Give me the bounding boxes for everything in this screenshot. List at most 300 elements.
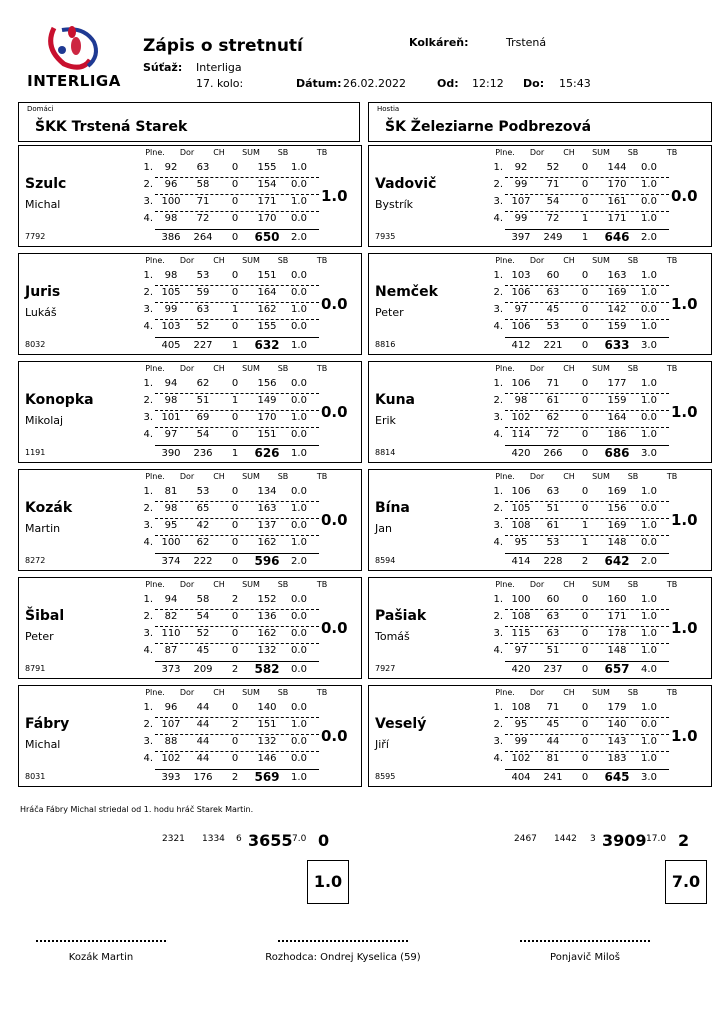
player-total-sum: 642	[604, 554, 630, 568]
column-header-sum: SUM	[592, 580, 610, 589]
throw-cell: 101	[161, 412, 181, 423]
player-total-cell: 0	[231, 556, 239, 567]
player-total-sum: 686	[604, 446, 630, 460]
throw-cell: 0	[231, 537, 239, 548]
throw-number: 2.	[493, 503, 503, 514]
throw-cell: 0.0	[641, 304, 657, 315]
column-header-dor: Dor	[529, 580, 545, 589]
column-header-tb: TB	[316, 688, 328, 697]
player-tb-score: 1.0	[671, 619, 698, 637]
player-last-name: Nemček	[375, 284, 438, 300]
throw-cell: 1	[231, 395, 239, 406]
home-total-sum: 3655	[248, 831, 293, 850]
page-title: Zápis o stretnutí	[143, 36, 303, 56]
throw-cell: 1.0	[291, 503, 307, 514]
column-header-sum: SUM	[592, 256, 610, 265]
throw-number: 2.	[143, 287, 153, 298]
throw-cell: 161	[607, 196, 627, 207]
row-divider	[505, 751, 669, 752]
player-last-name: Kuna	[375, 392, 415, 408]
throw-cell: 95	[164, 520, 178, 531]
row-divider	[155, 427, 319, 428]
throw-cell: 103	[511, 270, 531, 281]
row-divider	[155, 393, 319, 394]
column-header-dor: Dor	[179, 256, 195, 265]
throw-cell: 134	[257, 486, 277, 497]
throw-cell: 114	[511, 429, 531, 440]
player-tb-score: 1.0	[671, 727, 698, 745]
throw-cell: 146	[257, 753, 277, 764]
throw-cell: 108	[511, 702, 531, 713]
column-header-tb: TB	[666, 256, 678, 265]
total-divider	[155, 769, 319, 770]
throw-cell: 44	[546, 736, 560, 747]
column-header-plne: Plne.	[145, 472, 165, 481]
throw-cell: 87	[164, 645, 178, 656]
away-team-box	[368, 102, 712, 142]
round-label: 17. kolo:	[196, 77, 244, 90]
player-tb-score: 1.0	[321, 187, 348, 205]
throw-cell: 140	[607, 719, 627, 730]
throw-cell: 105	[161, 287, 181, 298]
throw-cell: 132	[257, 645, 277, 656]
column-header-sb: SB	[277, 256, 289, 265]
throw-cell: 45	[546, 304, 560, 315]
away-player-box	[368, 253, 712, 355]
throw-cell: 186	[607, 429, 627, 440]
throw-cell: 62	[546, 412, 560, 423]
column-header-sum: SUM	[592, 148, 610, 157]
throw-cell: 54	[196, 611, 210, 622]
player-tb-score: 1.0	[671, 511, 698, 529]
throw-cell: 63	[546, 287, 560, 298]
throw-number: 4.	[493, 213, 503, 224]
column-header-sum: SUM	[592, 472, 610, 481]
throw-number: 4.	[143, 645, 153, 656]
throw-cell: 99	[514, 179, 528, 190]
throw-cell: 170	[257, 412, 277, 423]
column-header-tb: TB	[666, 688, 678, 697]
throw-cell: 0	[581, 429, 589, 440]
column-header-ch: CH	[213, 256, 225, 265]
interliga-logo	[24, 20, 124, 100]
throw-cell: 0	[581, 702, 589, 713]
row-divider	[155, 285, 319, 286]
throw-cell: 96	[164, 179, 178, 190]
throw-number: 3.	[493, 520, 503, 531]
throw-cell: 0	[581, 486, 589, 497]
column-header-tb: TB	[316, 472, 328, 481]
throw-number: 2.	[493, 611, 503, 622]
player-total-cell: 0	[231, 232, 239, 243]
throw-number: 1.	[143, 594, 153, 605]
throw-cell: 0	[231, 520, 239, 531]
player-first-name: Peter	[375, 306, 404, 319]
player-total-cell: 393	[161, 772, 181, 783]
column-header-sb: SB	[627, 472, 639, 481]
player-id: 7935	[375, 232, 396, 241]
throw-cell: 169	[607, 486, 627, 497]
row-divider	[155, 302, 319, 303]
column-header-sb: SB	[627, 256, 639, 265]
throw-cell: 92	[164, 162, 178, 173]
column-header-ch: CH	[213, 580, 225, 589]
throw-cell: 171	[607, 213, 627, 224]
throw-number: 4.	[493, 321, 503, 332]
player-total-cell: 2.0	[291, 556, 307, 567]
player-first-name: Jiří	[375, 738, 389, 751]
row-divider	[505, 194, 669, 195]
throw-cell: 144	[607, 162, 627, 173]
player-total-cell: 405	[161, 340, 181, 351]
throw-number: 4.	[493, 537, 503, 548]
referee-signature-line	[278, 940, 408, 942]
throw-cell: 1.0	[641, 611, 657, 622]
throw-cell: 0	[581, 395, 589, 406]
player-total-cell: 0.0	[291, 664, 307, 675]
throw-number: 3.	[143, 412, 153, 423]
player-total-cell: 3.0	[641, 340, 657, 351]
throw-cell: 1.0	[641, 270, 657, 281]
player-total-cell: 228	[543, 556, 563, 567]
column-header-dor: Dor	[529, 472, 545, 481]
throw-cell: 58	[196, 594, 210, 605]
total-divider	[505, 229, 669, 230]
throw-cell: 99	[164, 304, 178, 315]
player-total-cell: 2	[231, 772, 239, 783]
throw-cell: 100	[161, 537, 181, 548]
throw-cell: 0	[231, 196, 239, 207]
column-header-sum: SUM	[592, 364, 610, 373]
throw-cell: 0	[231, 378, 239, 389]
throw-number: 2.	[493, 179, 503, 190]
player-first-name: Martin	[25, 522, 61, 535]
player-first-name: Tomáš	[375, 630, 410, 643]
throw-cell: 160	[607, 594, 627, 605]
player-last-name: Bína	[375, 500, 410, 516]
row-divider	[505, 410, 669, 411]
player-last-name: Kozák	[25, 500, 73, 516]
throw-cell: 58	[196, 179, 210, 190]
throw-cell: 1.0	[641, 213, 657, 224]
throw-cell: 0.0	[291, 486, 307, 497]
player-total-cell: 374	[161, 556, 181, 567]
row-divider	[505, 302, 669, 303]
throw-cell: 1	[581, 537, 589, 548]
throw-cell: 0.0	[291, 378, 307, 389]
away-total-dor: 1442	[554, 834, 577, 844]
column-header-sum: SUM	[242, 256, 260, 265]
throw-cell: 137	[257, 520, 277, 531]
throw-cell: 98	[164, 503, 178, 514]
throw-cell: 1.0	[291, 719, 307, 730]
throw-cell: 0	[581, 179, 589, 190]
throw-cell: 1.0	[641, 594, 657, 605]
player-total-cell: 2	[231, 664, 239, 675]
row-divider	[155, 518, 319, 519]
throw-cell: 0	[231, 702, 239, 713]
throw-cell: 60	[546, 270, 560, 281]
column-header-ch: CH	[213, 364, 225, 373]
throw-cell: 183	[607, 753, 627, 764]
throw-cell: 0.0	[291, 520, 307, 531]
throw-cell: 1.0	[291, 162, 307, 173]
column-header-sb: SB	[627, 688, 639, 697]
throw-cell: 0	[231, 162, 239, 173]
throw-cell: 94	[164, 594, 178, 605]
throw-cell: 171	[257, 196, 277, 207]
throw-number: 1.	[493, 270, 503, 281]
throw-cell: 100	[511, 594, 531, 605]
throw-cell: 63	[546, 486, 560, 497]
throw-cell: 152	[257, 594, 277, 605]
throw-cell: 72	[196, 213, 210, 224]
throw-cell: 110	[161, 628, 181, 639]
throw-cell: 0	[231, 503, 239, 514]
throw-number: 1.	[493, 378, 503, 389]
throw-cell: 1.0	[641, 736, 657, 747]
throw-cell: 143	[607, 736, 627, 747]
total-divider	[505, 661, 669, 662]
throw-cell: 0.0	[291, 213, 307, 224]
throw-cell: 0	[231, 179, 239, 190]
away-caption: Hostia	[377, 105, 400, 113]
od-label: Od:	[437, 77, 459, 90]
player-total-cell: 2.0	[291, 232, 307, 243]
throw-cell: 0.0	[291, 628, 307, 639]
away-total-plne: 2467	[514, 834, 537, 844]
column-header-plne: Plne.	[495, 256, 515, 265]
away-player-box	[368, 577, 712, 679]
player-first-name: Jan	[375, 522, 392, 535]
column-header-dor: Dor	[529, 148, 545, 157]
throw-cell: 0	[231, 412, 239, 423]
throw-cell: 51	[546, 503, 560, 514]
throw-cell: 63	[196, 304, 210, 315]
home-player-box	[18, 145, 362, 247]
throw-cell: 107	[161, 719, 181, 730]
row-divider	[505, 211, 669, 212]
home-player-box	[18, 361, 362, 463]
throw-cell: 0.0	[291, 702, 307, 713]
total-divider	[505, 769, 669, 770]
column-header-sb: SB	[277, 580, 289, 589]
column-header-tb: TB	[666, 580, 678, 589]
column-header-ch: CH	[563, 580, 575, 589]
throw-cell: 72	[546, 429, 560, 440]
player-total-cell: 404	[511, 772, 531, 783]
player-total-cell: 397	[511, 232, 531, 243]
player-total-cell: 209	[193, 664, 213, 675]
throw-cell: 100	[161, 196, 181, 207]
player-total-sum: 569	[254, 770, 280, 784]
throw-cell: 54	[196, 429, 210, 440]
row-divider	[505, 535, 669, 536]
throw-cell: 69	[196, 412, 210, 423]
player-total-cell: 2	[581, 556, 589, 567]
throw-cell: 63	[546, 628, 560, 639]
home-captain-name: Kozák Martin	[68, 952, 134, 963]
throw-cell: 156	[257, 378, 277, 389]
away-total-ch: 3	[590, 834, 596, 844]
throw-cell: 53	[196, 486, 210, 497]
throw-number: 3.	[143, 520, 153, 531]
throw-cell: 0	[231, 213, 239, 224]
total-divider	[155, 445, 319, 446]
throw-number: 3.	[493, 196, 503, 207]
row-divider	[155, 211, 319, 212]
throw-number: 2.	[143, 719, 153, 730]
throw-cell: 115	[511, 628, 531, 639]
row-divider	[505, 609, 669, 610]
throw-cell: 0	[231, 753, 239, 764]
sutaz-value: Interliga	[196, 61, 242, 74]
player-total-sum: 632	[254, 338, 280, 352]
throw-cell: 151	[257, 270, 277, 281]
throw-cell: 51	[196, 395, 210, 406]
throw-cell: 136	[257, 611, 277, 622]
throw-cell: 132	[257, 736, 277, 747]
column-header-sum: SUM	[242, 364, 260, 373]
throw-cell: 65	[196, 503, 210, 514]
throw-cell: 102	[161, 753, 181, 764]
player-total-cell: 4.0	[641, 664, 657, 675]
throw-cell: 53	[196, 270, 210, 281]
throw-cell: 1	[231, 304, 239, 315]
throw-cell: 71	[546, 179, 560, 190]
player-id: 8594	[375, 556, 396, 565]
throw-cell: 1.0	[641, 486, 657, 497]
throw-cell: 0	[581, 736, 589, 747]
throw-cell: 72	[546, 213, 560, 224]
throw-cell: 71	[196, 196, 210, 207]
player-total-cell: 221	[543, 340, 563, 351]
row-divider	[505, 734, 669, 735]
player-id: 8816	[375, 340, 396, 349]
row-divider	[155, 501, 319, 502]
throw-cell: 52	[196, 321, 210, 332]
throw-cell: 60	[546, 594, 560, 605]
throw-cell: 151	[257, 719, 277, 730]
kolkaren-label: Kolkáreň:	[409, 36, 469, 49]
column-header-plne: Plne.	[145, 688, 165, 697]
throw-number: 1.	[493, 486, 503, 497]
player-id: 7927	[375, 664, 396, 673]
throw-cell: 169	[607, 287, 627, 298]
throw-cell: 156	[607, 503, 627, 514]
player-id: 8595	[375, 772, 396, 781]
throw-cell: 1.0	[641, 179, 657, 190]
total-divider	[505, 445, 669, 446]
player-last-name: Szulc	[25, 176, 67, 192]
throw-number: 1.	[493, 594, 503, 605]
player-last-name: Fábry	[25, 716, 70, 732]
column-header-sb: SB	[277, 688, 289, 697]
away-player-box	[368, 685, 712, 787]
throw-cell: 0	[581, 412, 589, 423]
column-header-ch: CH	[213, 148, 225, 157]
throw-cell: 94	[164, 378, 178, 389]
row-divider	[155, 751, 319, 752]
total-divider	[155, 229, 319, 230]
throw-cell: 159	[607, 395, 627, 406]
throw-number: 3.	[493, 736, 503, 747]
throw-cell: 149	[257, 395, 277, 406]
throw-cell: 1.0	[291, 304, 307, 315]
column-header-sum: SUM	[242, 688, 260, 697]
throw-cell: 162	[257, 304, 277, 315]
player-tb-score: 1.0	[671, 295, 698, 313]
throw-cell: 107	[511, 196, 531, 207]
column-header-plne: Plne.	[495, 580, 515, 589]
column-header-dor: Dor	[179, 472, 195, 481]
throw-cell: 0.0	[291, 395, 307, 406]
row-divider	[155, 717, 319, 718]
row-divider	[155, 535, 319, 536]
throw-cell: 0.0	[641, 196, 657, 207]
throw-cell: 0	[231, 287, 239, 298]
column-header-sb: SB	[277, 472, 289, 481]
throw-cell: 0	[231, 429, 239, 440]
total-divider	[505, 337, 669, 338]
row-divider	[505, 393, 669, 394]
column-header-ch: CH	[563, 256, 575, 265]
datum-value: 26.02.2022	[343, 77, 406, 90]
throw-cell: 95	[514, 719, 528, 730]
throw-cell: 1	[581, 213, 589, 224]
throw-cell: 163	[607, 270, 627, 281]
player-last-name: Pašiak	[375, 608, 427, 624]
row-divider	[505, 319, 669, 320]
throw-cell: 44	[196, 719, 210, 730]
throw-cell: 1.0	[641, 429, 657, 440]
column-header-sum: SUM	[242, 148, 260, 157]
player-last-name: Šibal	[25, 608, 65, 624]
throw-cell: 96	[164, 702, 178, 713]
throw-number: 3.	[143, 628, 153, 639]
throw-number: 4.	[493, 645, 503, 656]
column-header-tb: TB	[316, 364, 328, 373]
throw-cell: 52	[196, 628, 210, 639]
throw-cell: 97	[164, 429, 178, 440]
throw-number: 3.	[143, 736, 153, 747]
column-header-ch: CH	[563, 688, 575, 697]
throw-cell: 0	[231, 611, 239, 622]
throw-cell: 42	[196, 520, 210, 531]
throw-number: 2.	[143, 611, 153, 622]
throw-cell: 1	[581, 520, 589, 531]
column-header-plne: Plne.	[495, 472, 515, 481]
throw-cell: 1.0	[641, 753, 657, 764]
throw-cell: 106	[511, 321, 531, 332]
throw-cell: 170	[257, 213, 277, 224]
column-header-tb: TB	[316, 148, 328, 157]
throw-number: 4.	[143, 753, 153, 764]
total-divider	[155, 553, 319, 554]
throw-cell: 105	[511, 503, 531, 514]
player-total-cell: 2.0	[641, 232, 657, 243]
throw-cell: 0	[231, 321, 239, 332]
throw-cell: 178	[607, 628, 627, 639]
datum-label: Dátum:	[296, 77, 342, 90]
throw-cell: 61	[546, 395, 560, 406]
column-header-sb: SB	[627, 364, 639, 373]
player-id: 8791	[25, 664, 46, 673]
row-divider	[505, 717, 669, 718]
throw-cell: 0	[581, 611, 589, 622]
away-team-name: ŠK Železiarne Podbrezová	[385, 119, 592, 135]
away-player-box	[368, 469, 712, 571]
